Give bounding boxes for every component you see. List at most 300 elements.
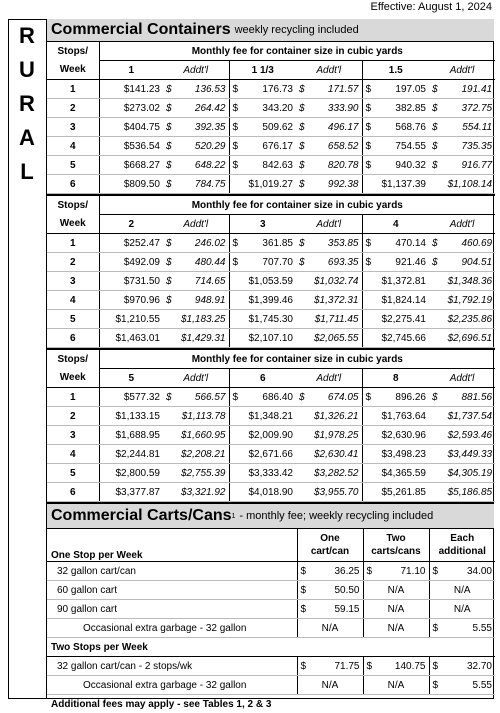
cart-fee-value: N/A: [322, 623, 339, 634]
cart-fee-value: 5.55: [473, 680, 492, 691]
fee-row: [47, 137, 495, 156]
cart-fee-cell: [429, 657, 495, 676]
base-fee-cell: $809.50: [99, 175, 163, 194]
addl-fee-cell: $1,792.19: [429, 291, 495, 310]
cart-fee-cell: [429, 619, 495, 638]
cart-row: [47, 657, 495, 676]
base-fee-cell: $5,261.85: [362, 483, 429, 502]
base-fee-cell: $1,372.81: [362, 272, 429, 291]
dollar-sign: $: [433, 623, 439, 634]
addl-fee-cell: $1,660.95: [163, 426, 229, 445]
base-fee-cell: $2,244.81: [99, 445, 163, 464]
base-fee-cell: [362, 388, 429, 407]
addl-fee-cell: [429, 234, 495, 253]
base-fee-cell: [229, 99, 296, 118]
addl-fee-cell: $2,208.21: [163, 445, 229, 464]
container-size: 6: [229, 369, 296, 388]
base-fee-value: 509.62: [262, 122, 293, 133]
size-header-row: [47, 215, 495, 234]
cart-row: [47, 600, 495, 619]
addl-fee-cell: $1,737.54: [429, 407, 495, 426]
stops-count: 6: [47, 483, 99, 502]
base-fee-cell: $3,377.87: [99, 483, 163, 502]
stops-count: 4: [47, 137, 99, 156]
addl-fee-cell: [163, 272, 229, 291]
base-fee-cell: $252.47: [99, 234, 163, 253]
fee-row: [47, 175, 495, 194]
addl-fee-value: 820.78: [328, 160, 359, 171]
dollar-sign: $: [301, 661, 307, 672]
container-size: 3: [229, 215, 296, 234]
addl-fee-cell: [163, 234, 229, 253]
cart-fee-value: N/A: [388, 604, 405, 615]
addl-fee-value: 735.35: [461, 141, 492, 152]
addl-fee-cell: [429, 137, 495, 156]
cart-label: 90 gallon cart: [47, 600, 297, 619]
addl-fee-value: 372.75: [461, 103, 492, 114]
addl-fee-cell: $1,183.25: [163, 310, 229, 329]
dollar-sign: $: [233, 238, 239, 249]
dollar-sign: $: [166, 179, 172, 190]
dollar-sign: $: [432, 238, 438, 249]
carts-col-header-line: cart/can: [301, 545, 360, 558]
dollar-sign: $: [299, 257, 305, 268]
carts-subtitle: - monthly fee; weekly recycling included: [239, 510, 433, 522]
addl-fee-cell: $1,326.21: [296, 407, 362, 426]
base-fee-cell: $141.23: [99, 80, 163, 99]
dollar-sign: $: [367, 661, 373, 672]
container-block-table: [47, 194, 495, 348]
fee-row: [47, 99, 495, 118]
containers-title-bar: [47, 19, 494, 42]
containers-subtitle: weekly recycling included: [235, 24, 359, 36]
dollar-sign: $: [301, 566, 307, 577]
dollar-sign: $: [432, 103, 438, 114]
cart-row: [47, 676, 495, 695]
cart-fee-cell: [363, 676, 429, 695]
base-fee-cell: [229, 156, 296, 175]
dollar-sign: $: [166, 141, 172, 152]
base-fee-cell: $1,019.27: [229, 175, 296, 194]
stops-count: 1: [47, 234, 99, 253]
addl-fee-cell: $2,065.55: [296, 329, 362, 348]
addl-fee-value: 784.75: [195, 179, 226, 190]
stops-count: 4: [47, 445, 99, 464]
addl-header: Addt'l: [296, 215, 362, 234]
dollar-sign: $: [166, 392, 172, 403]
addl-fee-value: 948.91: [195, 295, 226, 306]
dollar-sign: $: [233, 160, 239, 171]
dollar-sign: $: [166, 238, 172, 249]
base-fee-cell: $2,009.90: [229, 426, 296, 445]
addl-fee-cell: $2,630.41: [296, 445, 362, 464]
stops-count: 3: [47, 426, 99, 445]
base-fee-cell: $1,745.30: [229, 310, 296, 329]
addl-fee-value: 992.38: [328, 179, 359, 190]
addl-fee-cell: $1,372.31: [296, 291, 362, 310]
fee-header: Monthly fee for container size in cubic yards: [99, 349, 495, 369]
base-fee-cell: $2,630.96: [362, 426, 429, 445]
carts-col-header-line: carts/cans: [367, 545, 426, 558]
carts-col-header-line: One: [301, 532, 360, 545]
addl-fee-cell: [163, 253, 229, 272]
addl-fee-cell: [163, 175, 229, 194]
base-fee-cell: [229, 234, 296, 253]
base-fee-cell: $3,498.23: [362, 445, 429, 464]
stops-count: 5: [47, 156, 99, 175]
addl-fee-cell: [163, 156, 229, 175]
addl-header: Addt'l: [296, 61, 362, 80]
cart-label: 32 gallon cart/can - 2 stops/wk: [47, 657, 297, 676]
dollar-sign: $: [366, 238, 372, 249]
base-fee-value: 896.26: [395, 392, 426, 403]
addl-fee-cell: [429, 99, 495, 118]
carts-footnote-mark: 1: [232, 513, 236, 520]
dollar-sign: $: [301, 604, 307, 615]
addl-fee-value: 904.51: [461, 257, 492, 268]
two-stop-label: Two Stops per Week: [47, 638, 495, 657]
base-fee-value: 842.63: [262, 160, 293, 171]
base-fee-cell: [362, 80, 429, 99]
carts-footer-row: [47, 695, 495, 713]
cart-fee-cell: [363, 619, 429, 638]
one-stop-label: One Stop per Week: [47, 529, 297, 562]
carts-col-header-line: additional: [433, 545, 493, 558]
base-fee-cell: $1,688.95: [99, 426, 163, 445]
base-fee-cell: $2,745.66: [362, 329, 429, 348]
stops-count: 3: [47, 272, 99, 291]
stops-count: 2: [47, 99, 99, 118]
dollar-sign: $: [233, 257, 239, 268]
size-header-row: [47, 61, 495, 80]
base-fee-cell: $1,133.15: [99, 407, 163, 426]
carts-header-row: [47, 529, 495, 562]
cart-fee-value: 59.15: [334, 604, 359, 615]
cart-label: Occasional extra garbage - 32 gallon: [47, 676, 297, 695]
dollar-sign: $: [166, 84, 172, 95]
cart-fee-cell: [297, 619, 363, 638]
addl-fee-cell: [296, 253, 362, 272]
cart-fee-value: N/A: [454, 604, 471, 615]
fee-header: Monthly fee for container size in cubic yards: [99, 42, 495, 61]
fee-row: [47, 156, 495, 175]
size-header-row: [47, 369, 495, 388]
stops-count: 5: [47, 464, 99, 483]
addl-fee-cell: [163, 80, 229, 99]
dollar-sign: $: [432, 160, 438, 171]
base-fee-cell: $1,210.55: [99, 310, 163, 329]
dollar-sign: $: [433, 566, 439, 577]
cart-fee-cell: [429, 562, 495, 581]
addl-fee-value: 246.02: [195, 238, 226, 249]
dollar-sign: $: [366, 122, 372, 133]
cart-row: [47, 619, 495, 638]
addl-fee-cell: [296, 118, 362, 137]
addl-fee-cell: $5,186.85: [429, 483, 495, 502]
base-fee-cell: $3,333.42: [229, 464, 296, 483]
base-fee-cell: [362, 156, 429, 175]
dollar-sign: $: [433, 680, 439, 691]
cart-fee-value: 50.50: [334, 585, 359, 596]
cart-label: 32 gallon cart/can: [47, 562, 297, 581]
carts-col-header: [429, 529, 495, 562]
base-fee-cell: $1,824.14: [362, 291, 429, 310]
dollar-sign: $: [366, 257, 372, 268]
addl-fee-cell: [429, 156, 495, 175]
cart-fee-value: 34.00: [467, 566, 492, 577]
base-fee-cell: [229, 388, 296, 407]
base-fee-value: 176.73: [262, 84, 293, 95]
addl-fee-cell: $3,449.33: [429, 445, 495, 464]
dollar-sign: $: [233, 392, 239, 403]
cart-label: Occasional extra garbage - 32 gallon: [47, 619, 297, 638]
addl-fee-value: 520.29: [195, 141, 226, 152]
carts-table: [47, 529, 495, 713]
dollar-sign: $: [367, 566, 373, 577]
addl-fee-value: 264.42: [195, 103, 226, 114]
dollar-sign: $: [299, 238, 305, 249]
base-fee-cell: $273.02: [99, 99, 163, 118]
fee-header-row: [47, 42, 495, 61]
cart-fee-cell: [429, 581, 495, 600]
fee-row: [47, 310, 495, 329]
addl-fee-cell: $1,978.25: [296, 426, 362, 445]
cart-fee-cell: [363, 657, 429, 676]
week-header: Week: [47, 61, 99, 80]
week-header: Week: [47, 369, 99, 388]
base-fee-cell: $2,275.41: [362, 310, 429, 329]
addl-header: Addt'l: [296, 369, 362, 388]
addl-fee-cell: $1,429.31: [163, 329, 229, 348]
fee-header-row: [47, 349, 495, 369]
addl-fee-value: 460.69: [461, 238, 492, 249]
dollar-sign: $: [233, 141, 239, 152]
dollar-sign: $: [299, 122, 305, 133]
cart-fee-value: 71.75: [334, 661, 359, 672]
dollar-sign: $: [233, 84, 239, 95]
addl-fee-cell: $2,235.86: [429, 310, 495, 329]
addl-fee-cell: $4,305.19: [429, 464, 495, 483]
base-fee-cell: $1,763.64: [362, 407, 429, 426]
dollar-sign: $: [233, 103, 239, 114]
addl-fee-cell: $2,755.39: [163, 464, 229, 483]
dollar-sign: $: [299, 179, 305, 190]
stops-count: 2: [47, 253, 99, 272]
base-fee-cell: $2,107.10: [229, 329, 296, 348]
fee-row: [47, 407, 495, 426]
base-fee-cell: $4,018.90: [229, 483, 296, 502]
container-size: 4: [362, 215, 429, 234]
addl-fee-value: 480.44: [195, 257, 226, 268]
addl-fee-cell: [429, 118, 495, 137]
fee-header: Monthly fee for container size in cubic yards: [99, 195, 495, 215]
container-size: 8: [362, 369, 429, 388]
addl-fee-value: 648.22: [195, 160, 226, 171]
container-size: 1.5: [362, 61, 429, 80]
rural-letter: L: [8, 161, 46, 183]
addl-fee-value: 881.56: [461, 392, 492, 403]
carts-col-header: [297, 529, 363, 562]
base-fee-cell: $1,137.39: [362, 175, 429, 194]
stops-count: 6: [47, 329, 99, 348]
fee-row: [47, 80, 495, 99]
fee-row: [47, 329, 495, 348]
addl-fee-value: 171.57: [328, 84, 359, 95]
fee-row: [47, 118, 495, 137]
base-fee-cell: $970.96: [99, 291, 163, 310]
container-fee-tables: [47, 42, 494, 502]
carts-title: Commercial Carts/Cans: [51, 507, 232, 525]
container-size: 1: [99, 61, 163, 80]
fee-row: [47, 426, 495, 445]
base-fee-value: 361.85: [262, 238, 293, 249]
base-fee-value: 382.85: [395, 103, 426, 114]
addl-fee-value: 714.65: [195, 276, 226, 287]
dollar-sign: $: [299, 392, 305, 403]
addl-fee-cell: [296, 99, 362, 118]
addl-fee-value: 674.05: [328, 392, 359, 403]
dollar-sign: $: [433, 661, 439, 672]
fee-row: [47, 234, 495, 253]
base-fee-value: 707.70: [262, 257, 293, 268]
cart-fee-cell: [363, 581, 429, 600]
addl-fee-cell: [296, 234, 362, 253]
addl-fee-cell: [296, 388, 362, 407]
rate-tables: [46, 19, 494, 699]
fee-row: [47, 483, 495, 502]
containers-title: Commercial Containers: [51, 21, 231, 39]
dollar-sign: $: [166, 103, 172, 114]
cart-row: [47, 562, 495, 581]
carts-col-header-line: Each: [433, 532, 493, 545]
addl-fee-cell: [163, 118, 229, 137]
addl-fee-value: 353.85: [328, 238, 359, 249]
dollar-sign: $: [366, 103, 372, 114]
addl-fee-value: 554.11: [462, 122, 492, 133]
cart-fee-value: N/A: [388, 680, 405, 691]
fee-header-row: [47, 195, 495, 215]
container-size: 2: [99, 215, 163, 234]
base-fee-value: 343.20: [262, 103, 293, 114]
dollar-sign: $: [366, 84, 372, 95]
addl-fee-cell: $1,108.14: [429, 175, 495, 194]
base-fee-cell: $1,348.21: [229, 407, 296, 426]
cart-fee-value: 32.70: [467, 661, 492, 672]
base-fee-cell: $1,399.46: [229, 291, 296, 310]
rural-letter: R: [8, 25, 46, 47]
cart-row: [47, 581, 495, 600]
fee-row: [47, 464, 495, 483]
addl-fee-cell: [163, 388, 229, 407]
dollar-sign: $: [166, 276, 172, 287]
cart-fee-cell: [297, 657, 363, 676]
base-fee-cell: $2,671.66: [229, 445, 296, 464]
dollar-sign: $: [432, 257, 438, 268]
carts-col-header-line: Two: [367, 532, 426, 545]
rural-letter: A: [8, 127, 46, 149]
dollar-sign: $: [299, 103, 305, 114]
addl-fee-cell: [429, 80, 495, 99]
base-fee-value: 676.17: [262, 141, 293, 152]
addl-fee-value: 191.41: [461, 84, 492, 95]
cart-fee-cell: [297, 600, 363, 619]
base-fee-cell: [229, 137, 296, 156]
dollar-sign: $: [166, 257, 172, 268]
fee-row: [47, 388, 495, 407]
dollar-sign: $: [432, 122, 438, 133]
addl-fee-cell: [163, 99, 229, 118]
base-fee-cell: $577.32: [99, 388, 163, 407]
cart-fee-value: 71.10: [400, 566, 425, 577]
dollar-sign: $: [166, 122, 172, 133]
base-fee-value: 754.55: [395, 141, 426, 152]
dollar-sign: $: [366, 160, 372, 171]
dollar-sign: $: [432, 84, 438, 95]
dollar-sign: $: [299, 84, 305, 95]
addl-header: Addt'l: [163, 215, 229, 234]
base-fee-cell: $2,800.59: [99, 464, 163, 483]
stops-count: 2: [47, 407, 99, 426]
addl-header: Addt'l: [429, 61, 495, 80]
rural-letter: U: [8, 59, 46, 81]
addl-fee-cell: $1,113.78: [163, 407, 229, 426]
cart-fee-cell: [297, 562, 363, 581]
addl-fee-value: 392.35: [195, 122, 226, 133]
addl-fee-cell: $1,348.36: [429, 272, 495, 291]
cart-fee-value: 36.25: [334, 566, 359, 577]
base-fee-cell: $668.27: [99, 156, 163, 175]
addl-fee-cell: $1,711.45: [296, 310, 362, 329]
addl-fee-value: 658.52: [328, 141, 359, 152]
stops-count: 5: [47, 310, 99, 329]
base-fee-cell: [362, 118, 429, 137]
addl-header: Addt'l: [163, 61, 229, 80]
addl-header: Addt'l: [429, 369, 495, 388]
fee-row: [47, 272, 495, 291]
base-fee-cell: [362, 253, 429, 272]
base-fee-cell: [362, 137, 429, 156]
dollar-sign: $: [432, 392, 438, 403]
addl-fee-cell: [429, 253, 495, 272]
fee-row: [47, 291, 495, 310]
addl-fee-value: 136.53: [195, 84, 226, 95]
cart-fee-value: N/A: [388, 623, 405, 634]
cart-fee-cell: [297, 581, 363, 600]
addl-fee-cell: $3,955.70: [296, 483, 362, 502]
addl-fee-cell: [296, 80, 362, 99]
addl-fee-value: 566.57: [195, 392, 226, 403]
stops-header: Stops/: [47, 349, 99, 369]
dollar-sign: $: [166, 160, 172, 171]
addl-fee-value: 693.35: [328, 257, 359, 268]
container-block-table: [47, 42, 495, 194]
stops-header: Stops/: [47, 195, 99, 215]
dollar-sign: $: [233, 122, 239, 133]
dollar-sign: $: [432, 141, 438, 152]
cart-fee-value: 5.55: [473, 623, 492, 634]
addl-fee-value: 916.77: [461, 160, 492, 171]
container-size: 1 1/3: [229, 61, 296, 80]
stops-count: 1: [47, 388, 99, 407]
fee-row: [47, 445, 495, 464]
dollar-sign: $: [366, 141, 372, 152]
cart-label: 60 gallon cart: [47, 581, 297, 600]
cart-fee-cell: [429, 676, 495, 695]
carts-footer: Additional fees may apply - see Tables 1, 2 & 3: [47, 695, 495, 713]
base-fee-value: 686.40: [262, 392, 293, 403]
effective-date: Effective: August 1, 2024: [371, 1, 493, 13]
addl-fee-cell: [163, 137, 229, 156]
